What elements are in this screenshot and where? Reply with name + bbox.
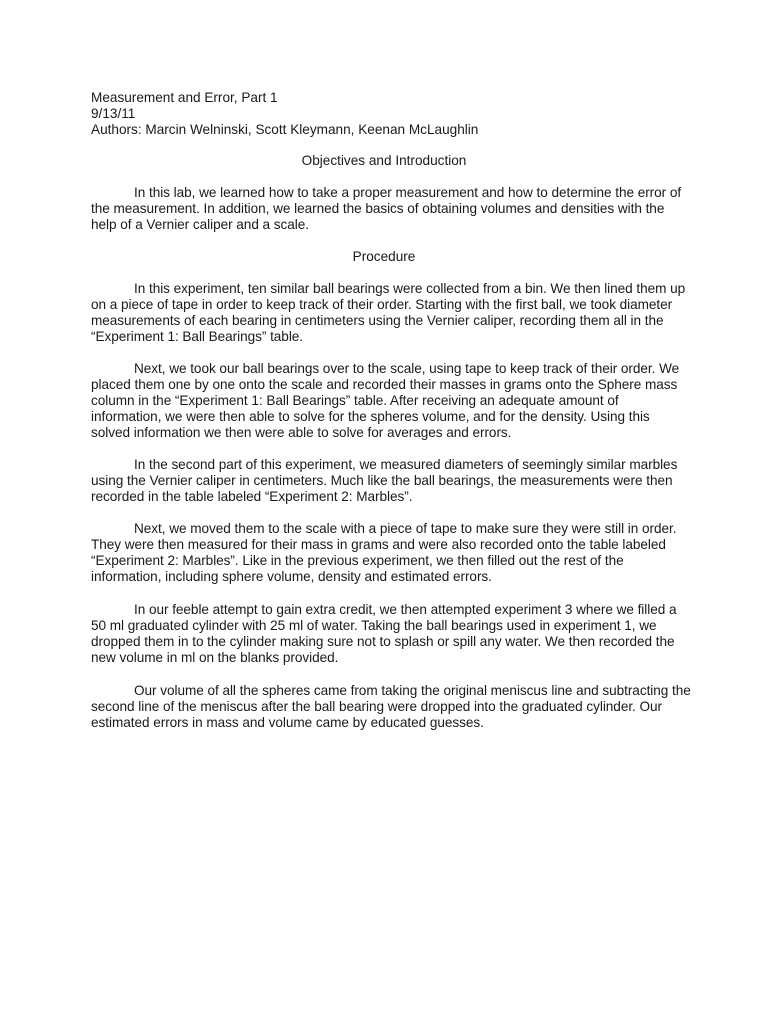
paragraph-procedure-1: In this experiment, ten similar ball bearings were collected from a bin. We then lined them up on a piece of tape in order to keep track of their order. Starting with the first ball, we took diameter measurements of each bearing in centimeters using the Vernier caliper, recording them all in the “Experiment 1: Ball Bearings” table. (91, 281, 686, 344)
section-heading-objectives: Objectives and Introduction (301, 153, 467, 168)
section-heading-procedure: Procedure (352, 249, 416, 264)
paragraph-procedure-4: Next, we moved them to the scale with a piece of tape to make sure they were still in order. They were then measured for their mass in grams and were also recorded onto the table labeled “Experiment 2: Marbles”. Like in the previous experiment, we then filled out the rest of the information, including sphere volume, density and estimated errors. (91, 521, 677, 584)
document-title: Measurement and Error, Part 1 (91, 90, 278, 105)
paragraph-procedure-5: In our feeble attempt to gain extra credit, we then attempted experiment 3 where we filled a 50 ml graduated cylinder with 25 ml of water. Taking the ball bearings used in experiment 1, we dropped them in to the cylinder making sure not to splash or spill any water. We then recorded the new volume in ml on the blanks provided. (91, 602, 677, 665)
paragraph-introduction: In this lab, we learned how to take a proper measurement and how to determine the error of the measurement. In addition, we learned the basics of obtaining volumes and densities with the help of a Vernier caliper and a scale. (91, 185, 682, 232)
paragraph-procedure-2: Next, we took our ball bearings over to the scale, using tape to keep track of their order. We placed them one by one onto the scale and recorded their masses in grams onto the Sphere mass column in the “Experiment 1: Ball Bearings” table. After receiving an adequate amount of information, we were then able to solve for the spheres volume, and for the density. Using this solved information we then were able to solve for averages and errors. (91, 361, 680, 440)
document-date: 9/13/11 (91, 106, 136, 121)
document-authors: Authors: Marcin Welninski, Scott Kleymann, Keenan McLaughlin (91, 122, 479, 137)
paragraph-procedure-6: Our volume of all the spheres came from taking the original meniscus line and subtracting the second line of the meniscus after the ball bearing were dropped into the graduated cylinder. Our estimated errors in mass and volume came by educated guesses. (91, 683, 691, 730)
paragraph-procedure-3: In the second part of this experiment, we measured diameters of seemingly similar marbles using the Vernier caliper in centimeters. Much like the ball bearings, the measurements were then recorded in the table labeled “Experiment 2: Marbles”. (91, 457, 678, 504)
